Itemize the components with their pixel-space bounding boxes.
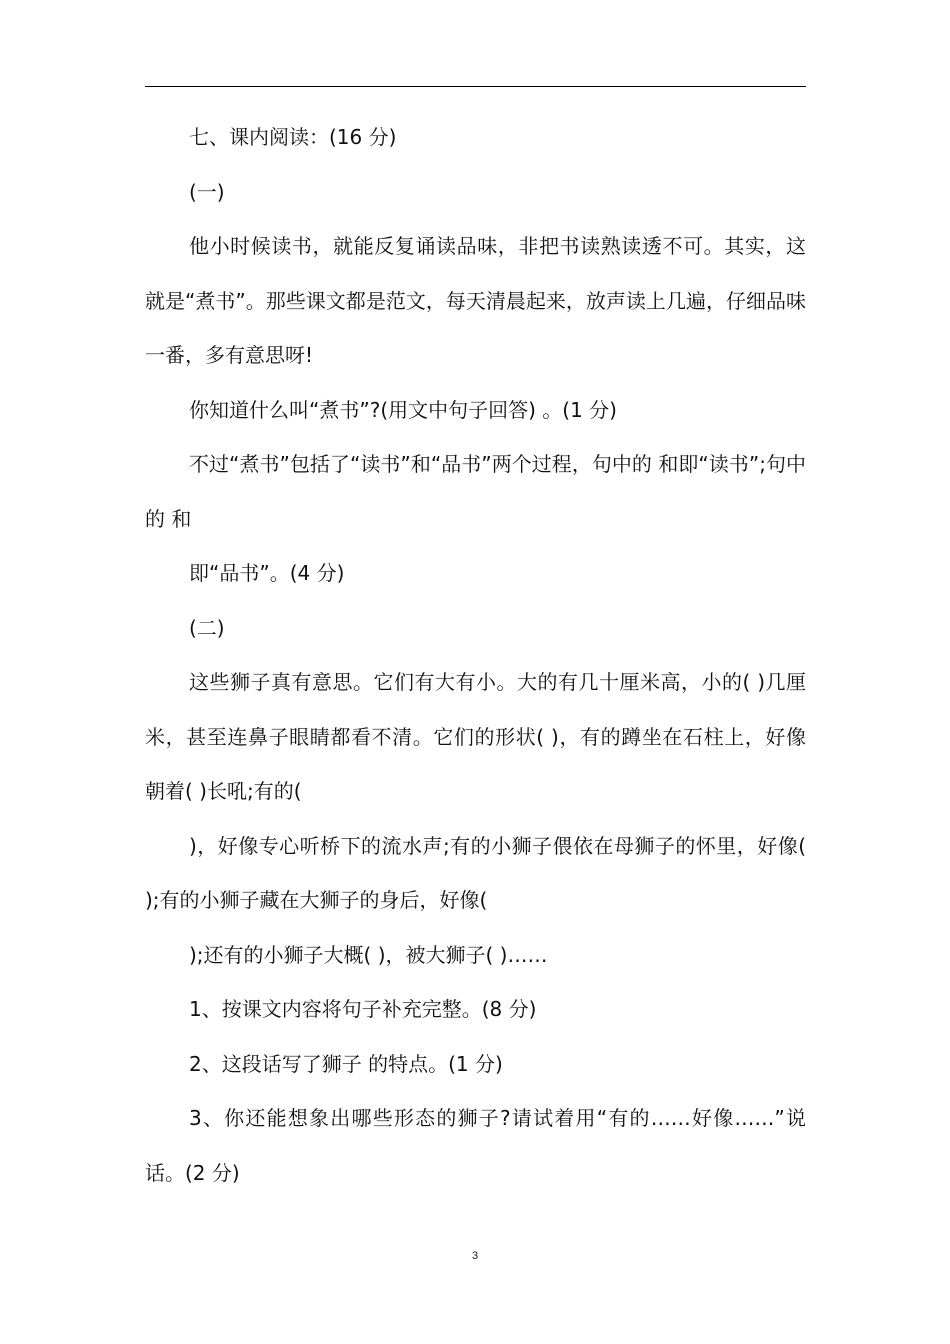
subsection-label-2: (二) bbox=[189, 615, 225, 640]
question-1-2-cont: 即“品书”。(4 分) bbox=[189, 561, 345, 585]
question-1-1: 你知道什么叫“煮书”?(用文中句子回答) 。(1 分) bbox=[189, 397, 617, 422]
section-heading: 七、课内阅读：(16 分) bbox=[189, 125, 397, 149]
subsection-label-1: (一) bbox=[189, 179, 225, 204]
passage-2-part-1: 这些狮子真有意思。它们有大有小。大的有几十厘米高，小的( )几厘米，甚至连鼻子眼睛都看不清。它们的形状( )，有的蹲坐在石柱上，好像朝着( )长吼;有的( bbox=[145, 670, 806, 803]
page-number: 3 bbox=[471, 1250, 479, 1262]
document-body bbox=[145, 110, 806, 1200]
passage-2-part-3: );还有的小狮子大概( )，被大狮子( )…… bbox=[189, 942, 548, 967]
passage-2-part-2: )，好像专心听桥下的流水声;有的小狮子偎依在母狮子的怀里，好像( );有的小狮子藏在大狮子的身后，好像( bbox=[145, 833, 806, 912]
header-rule bbox=[145, 86, 806, 87]
passage-1: 他小时候读书，就能反复诵读品味，非把书读熟读透不可。其实，这就是“煮书”。那些课文都是范文，每天清晨起来，放声读上几遍，仔细品味一番，多有意思呀! bbox=[145, 234, 806, 367]
question-1-2: 不过“煮书”包括了“读书”和“品书”两个过程，句中的 和即“读书”;句中的 和 bbox=[145, 452, 806, 531]
question-2-1: 1、按课文内容将句子补充完整。(8 分) bbox=[189, 997, 537, 1021]
question-2-3: 3、你还能想象出哪些形态的狮子?请试着用“有的……好像……”说话。(2 分) bbox=[145, 1106, 806, 1185]
question-2-2: 2、这段话写了狮子 的特点。(1 分) bbox=[189, 1051, 503, 1076]
